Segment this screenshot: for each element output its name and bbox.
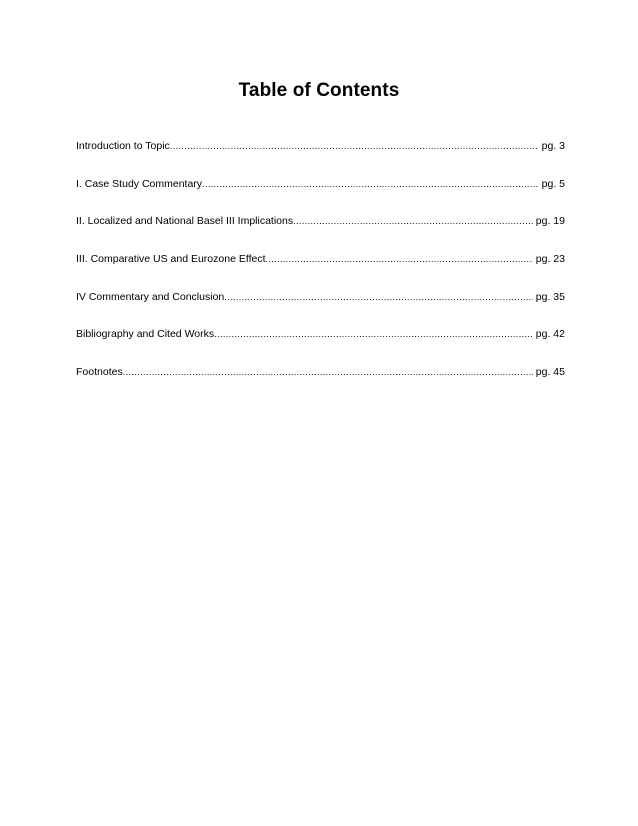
toc-entry-page: pg. 23 bbox=[535, 253, 565, 266]
toc-entry-page: pg. 35 bbox=[535, 290, 565, 303]
dot-leader bbox=[224, 289, 533, 305]
toc-entry-page: pg. 5 bbox=[541, 177, 565, 190]
toc-entry-page: pg. 3 bbox=[541, 140, 565, 152]
page-title: Table of Contents bbox=[238, 80, 400, 101]
dot-leader bbox=[293, 213, 533, 229]
toc-entry-label: II. Localized and National Basel III Implications bbox=[76, 215, 294, 228]
toc-entry-conclusion bbox=[76, 289, 565, 327]
toc-entry-label: Introduction to Topic bbox=[76, 140, 170, 152]
toc-entry-comparative bbox=[76, 251, 565, 289]
dot-leader bbox=[202, 176, 539, 192]
toc-entry-label: IV Commentary and Conclusion bbox=[76, 290, 225, 303]
dot-leader bbox=[214, 326, 533, 342]
toc-entry-footnotes bbox=[76, 364, 565, 402]
toc-entry-label: I. Case Study Commentary bbox=[76, 177, 203, 190]
toc-entry-case-study bbox=[76, 176, 565, 214]
toc-entry-label: Footnotes bbox=[76, 366, 123, 379]
toc-entry-page: pg. 45 bbox=[535, 366, 565, 379]
toc-entry-bibliography bbox=[76, 326, 565, 364]
dot-leader bbox=[170, 138, 539, 154]
dot-leader bbox=[123, 364, 533, 380]
toc-entry-introduction bbox=[76, 138, 565, 176]
toc-entry-basel-iii bbox=[76, 213, 565, 251]
toc-entry-label: III. Comparative US and Eurozone Effect bbox=[76, 253, 266, 266]
toc-entry-page: pg. 19 bbox=[535, 215, 565, 228]
toc-entry-label: Bibliography and Cited Works bbox=[76, 328, 215, 341]
toc-list bbox=[76, 138, 565, 402]
dot-leader bbox=[266, 251, 533, 267]
toc-entry-page: pg. 42 bbox=[535, 328, 565, 341]
